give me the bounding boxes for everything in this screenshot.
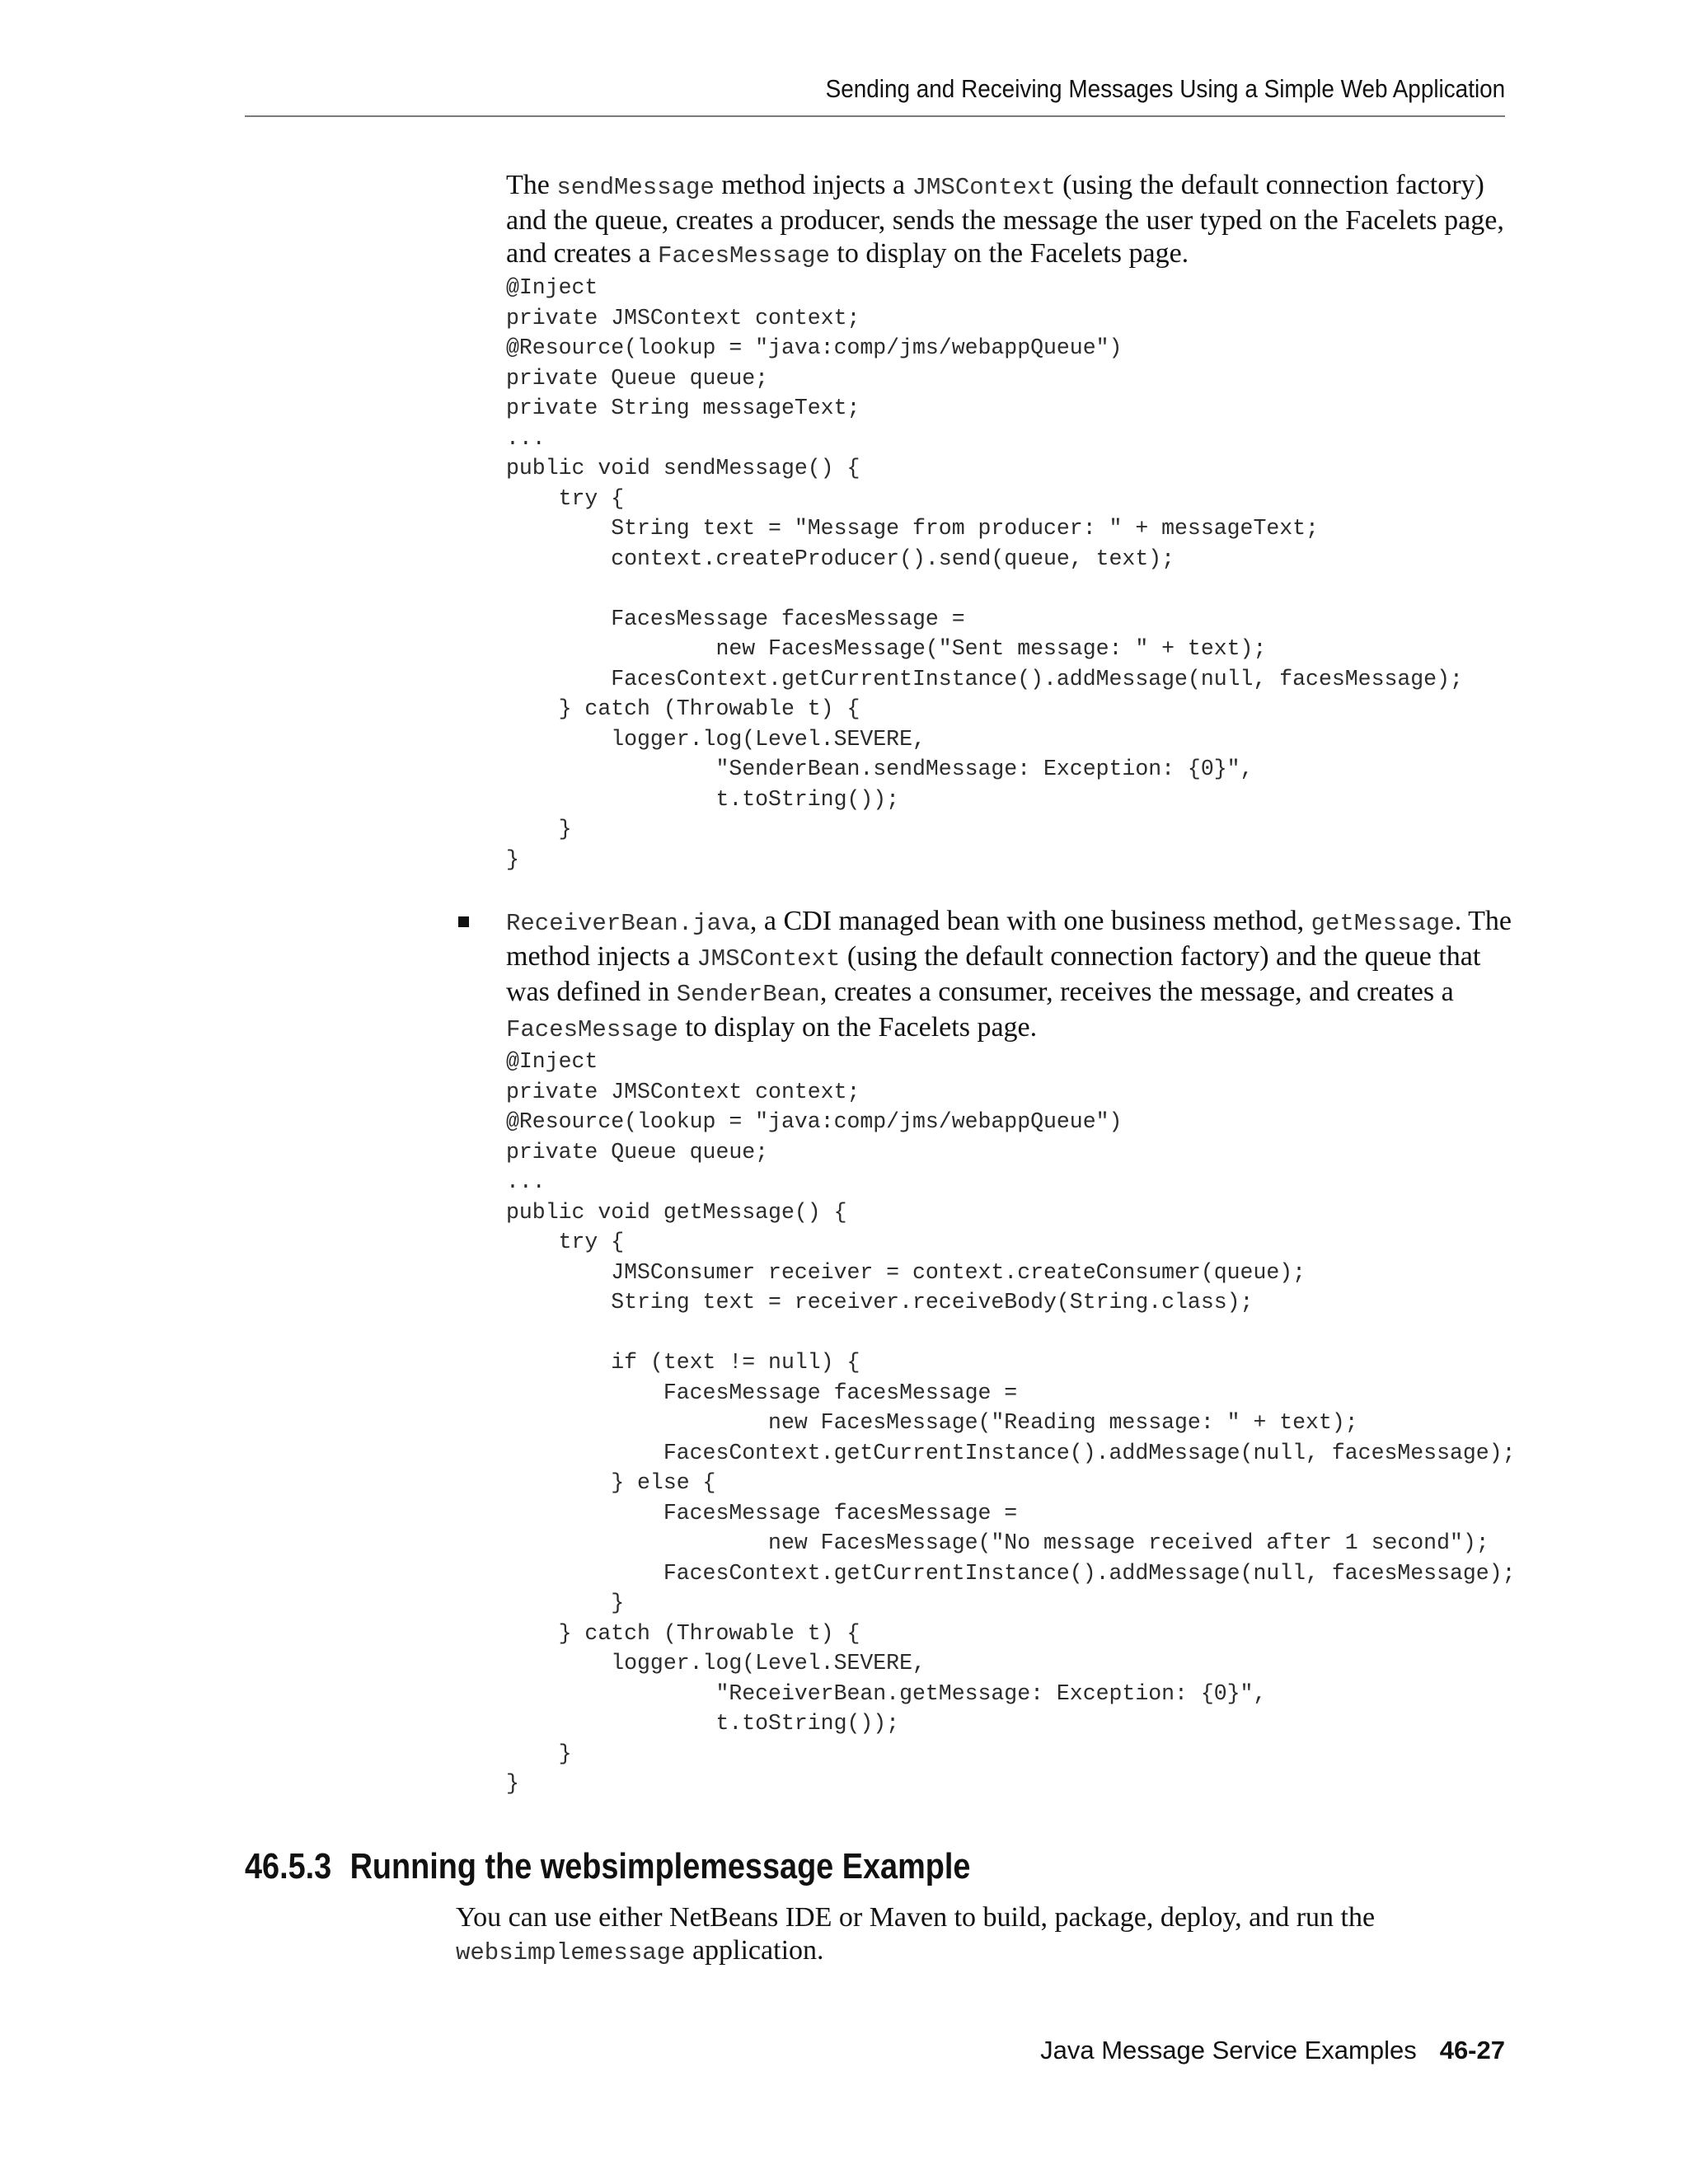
page-footer	[1040, 2036, 1505, 2065]
bullet-icon	[458, 916, 469, 927]
footer-page-number: 46-27	[1439, 2036, 1505, 2064]
section-code: websimplemessage	[456, 1939, 686, 1966]
receiver-text-2: . The method injects a	[506, 906, 1512, 972]
receiver-text-5: to display on the Facelets page.	[678, 1012, 1038, 1043]
section-number: 46.5.3	[245, 1846, 332, 1886]
receiver-code-4: SenderBean	[676, 981, 820, 1008]
intro-text-4: to display on the Facelets page.	[829, 238, 1189, 269]
receiver-code-5: FacesMessage	[506, 1016, 678, 1043]
section-title: Running the websimplemessage Example	[349, 1846, 971, 1886]
receiver-code-block: @Inject private JMSContext context; @Resource(lookup = "java:comp/jms/webappQueue") private Queue queue; ... public void getMessage() { try { JMSConsumer receiver = context.createConsumer(queue); String text = receiver.receiveBody(String.class); if (text != null) { FacesMessage facesMessage = new FacesMessage("Reading message: " + text); FacesContext.getCurrentInstance().addMessage(null, facesMessage); } else { FacesMessage facesMessage = new FacesMessage("No message received after 1 second"); FacesContext.getCurrentInstance().addMessage(null, facesMessage); } } catch (Throwable t) { logger.log(Level.SEVERE, "ReceiverBean.getMessage: Exception: {0}", t.toString()); } }	[506, 1049, 1516, 1796]
footer-book-title: Java Message Service Examples	[1040, 2036, 1417, 2064]
section-paragraph-wrap	[456, 1901, 1511, 1970]
receiver-code-2: getMessage	[1311, 910, 1455, 937]
receiver-text-1: , a CDI managed bean with one business method,	[749, 906, 1311, 936]
running-header: Sending and Receiving Messages Using a Simple Web Application	[825, 74, 1505, 103]
intro-paragraph	[506, 169, 1512, 273]
section-text-2: application.	[685, 1935, 824, 1966]
receiver-code-1: ReceiverBean.java	[506, 910, 750, 937]
receiver-paragraph	[506, 905, 1512, 1047]
receiver-text-4: , creates a consumer, receives the message, and creates a	[819, 977, 1454, 1007]
section-text-1: You can use either NetBeans IDE or Maven to build, package, deploy, and run the	[456, 1902, 1376, 1933]
receiver-text-3: (using the default connection factory) and the queue that was defined in	[506, 941, 1481, 1007]
receiver-list-item	[506, 905, 1516, 1799]
intro-code-sendmessage: sendMessage	[556, 174, 715, 201]
intro-text-1: The	[506, 170, 557, 200]
section-paragraph	[456, 1901, 1511, 1970]
section-heading	[245, 1846, 970, 1887]
main-content	[506, 169, 1516, 1799]
sender-code-block: @Inject private JMSContext context; @Resource(lookup = "java:comp/jms/webappQueue") private Queue queue; private String messageText; ... public void sendMessage() { try { String text = "Message from producer: " + messageText; context.createProducer().send(queue, text); FacesMessage facesMessage = new FacesMessage("Sent message: " + text); FacesContext.getCurrentInstance().addMessage(null, facesMessage); } catch (Throwable t) { logger.log(Level.SEVERE, "SenderBean.sendMessage: Exception: {0}", t.toString()); } }	[506, 275, 1463, 872]
intro-code-facesmessage: FacesMessage	[658, 242, 830, 269]
header-rule	[245, 115, 1505, 117]
intro-code-jmscontext: JMSContext	[912, 174, 1056, 201]
intro-text-2: method injects a	[714, 170, 912, 200]
receiver-code-3: JMSContext	[696, 945, 841, 972]
intro-text-3: (using the default connection factory) and the queue, creates a producer, sends the message the user typed on the Facelets page, and creates a	[506, 170, 1504, 269]
